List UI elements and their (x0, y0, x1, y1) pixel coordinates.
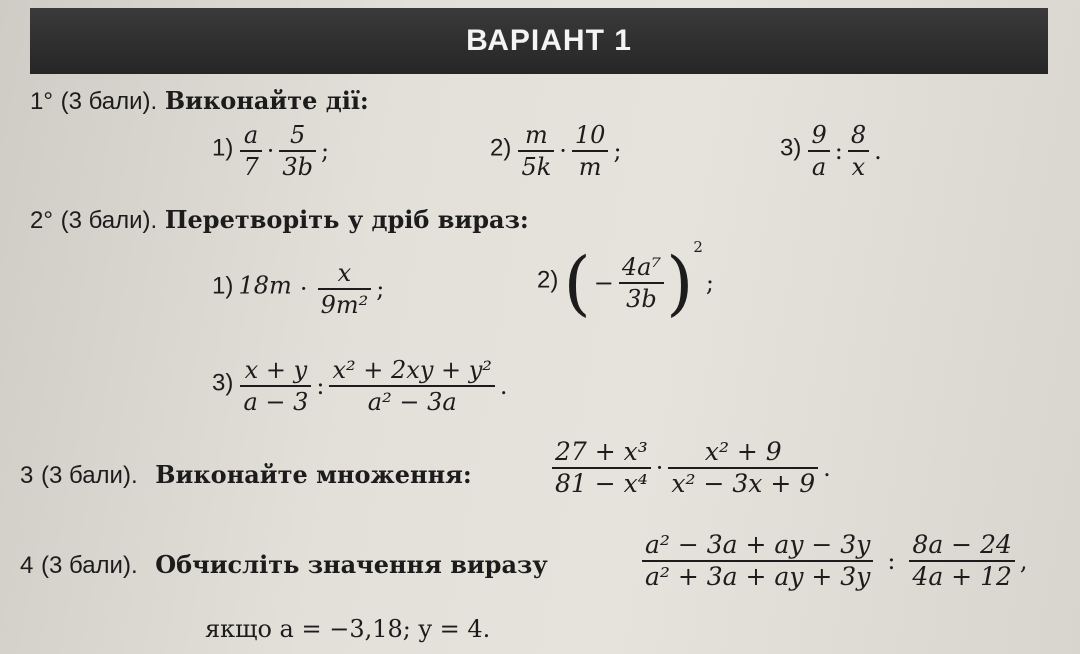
fraction (668, 437, 818, 499)
numerator: 5 (290, 121, 306, 149)
fraction (642, 530, 873, 592)
operator: · (655, 454, 664, 482)
task2-points: (3 бали). (60, 207, 158, 234)
denominator: 5k (521, 153, 552, 181)
minus-sign: − (593, 269, 614, 297)
operator: · (559, 137, 567, 165)
numerator: 8 (850, 121, 867, 149)
task3-points: (3 бали). (41, 462, 138, 489)
task2-item3 (212, 355, 511, 417)
task1-item1 (212, 120, 332, 182)
right-parenthesis: ) (666, 242, 694, 324)
task2-header (30, 205, 529, 235)
term: 18m (238, 271, 292, 300)
fraction (240, 120, 261, 182)
numerator: x + y (244, 356, 308, 384)
item-label: 2) (490, 134, 512, 162)
fraction (518, 120, 554, 182)
task1-item2 (490, 120, 625, 182)
task3-instruction: Виконайте множення: (155, 460, 472, 489)
task2-number: 2° (30, 207, 53, 234)
task1-header (30, 86, 369, 116)
fraction (318, 258, 372, 320)
item-label: 1) (212, 134, 234, 162)
denominator: a² + 3a + ay + 3y (645, 562, 871, 591)
numerator: a² − 3a + ay − 3y (645, 530, 871, 559)
item-label: 3) (780, 134, 802, 162)
task3-header (20, 460, 472, 490)
task4-instruction: Обчисліть значення виразу (155, 550, 548, 579)
fraction (329, 355, 494, 417)
task3-number: 3 (20, 462, 34, 489)
task3-expression (550, 437, 834, 499)
task2-instruction: Перетворіть у дріб вираз: (164, 205, 529, 234)
denominator: 4a + 12 (912, 562, 1012, 591)
item-label: 3) (212, 369, 234, 397)
numerator: 4a⁷ (621, 253, 662, 281)
task4-condition: якщо a = −3,18; y = 4. (205, 615, 491, 643)
operator: · (266, 137, 275, 165)
operator: : (834, 137, 843, 165)
item-label: 1) (212, 272, 234, 300)
denominator: 7 (243, 153, 259, 181)
operator: · (299, 275, 308, 303)
fraction (572, 120, 609, 182)
task4-header (20, 550, 548, 580)
task4-points: (3 бали). (41, 552, 138, 579)
task1-number: 1° (30, 88, 53, 115)
fraction (552, 437, 651, 499)
operator: : (316, 372, 325, 400)
title-banner (30, 8, 1048, 74)
task1-points: (3 бали). (60, 88, 158, 115)
numerator: 10 (574, 121, 606, 149)
page-title: ВАРІАНТ 1 (466, 24, 632, 57)
denominator: 3b (282, 153, 313, 181)
numerator: x (337, 259, 352, 287)
numerator: 27 + x³ (555, 437, 648, 466)
fraction (848, 120, 869, 182)
fraction (279, 120, 316, 182)
punctuation: ; (321, 137, 330, 165)
task2-item1 (212, 258, 387, 320)
numerator: m (524, 121, 548, 149)
item-label: 2) (537, 266, 559, 294)
punctuation: ; (705, 269, 715, 297)
punctuation: , (1019, 547, 1028, 575)
task1-item3 (780, 120, 885, 182)
exponent: 2 (693, 238, 703, 256)
denominator: 81 − x⁴ (555, 469, 648, 498)
punctuation: ; (376, 275, 385, 303)
denominator: a² − 3a (367, 388, 457, 416)
denominator: a (811, 153, 827, 181)
task1-instruction: Виконайте дії: (164, 86, 369, 115)
fraction (909, 530, 1014, 592)
left-parenthesis: ( (563, 242, 591, 324)
numerator: 8a − 24 (912, 530, 1012, 559)
punctuation: . (823, 454, 831, 482)
punctuation: . (874, 137, 882, 165)
denominator: x² − 3x + 9 (671, 469, 816, 498)
task2-item2 (537, 238, 717, 324)
punctuation: . (499, 372, 508, 400)
denominator: m (578, 153, 602, 181)
numerator: x² + 9 (704, 437, 782, 466)
punctuation: ; (613, 137, 622, 165)
fraction (619, 252, 664, 314)
denominator: 3b (626, 285, 657, 313)
numerator: 9 (811, 121, 827, 149)
denominator: a − 3 (243, 388, 309, 416)
numerator: x² + 2xy + y² (332, 356, 492, 384)
denominator: x (851, 153, 866, 181)
fraction (240, 355, 311, 417)
denominator: 9m² (320, 291, 369, 319)
fraction (808, 120, 829, 182)
task4-number: 4 (20, 552, 34, 579)
numerator: a (243, 121, 259, 149)
operator: : (887, 547, 896, 575)
task4-expression (640, 530, 1031, 592)
